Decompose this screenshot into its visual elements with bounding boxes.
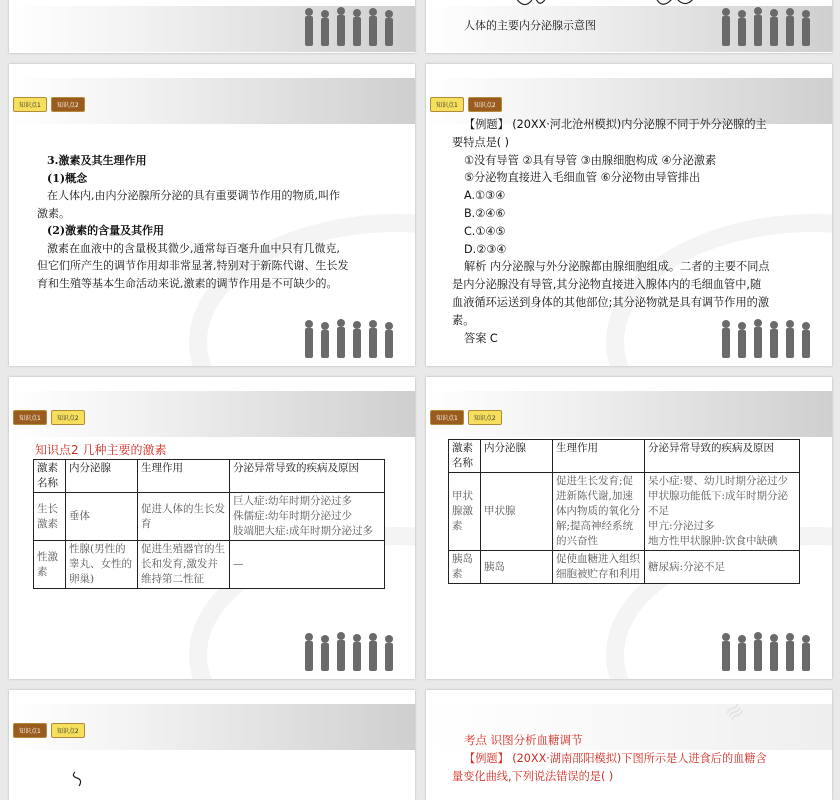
table-cell: 甲状腺 <box>481 473 553 551</box>
people-silhouette-decoration <box>299 4 409 52</box>
knowledge-tabs <box>430 410 502 425</box>
header-cell: 内分泌腺 <box>66 460 138 493</box>
hormone-table <box>448 439 800 584</box>
people-silhouette-decoration <box>299 316 409 364</box>
section-heading: 3.激素及其生理作用 <box>47 154 147 167</box>
header-cell: 分泌异常导致的疾病及原因 <box>230 460 385 493</box>
table-cell: 胰岛素 <box>449 551 481 584</box>
header-cell: 分泌异常导致的疾病及原因 <box>645 440 800 473</box>
people-silhouette-decoration <box>716 629 826 677</box>
header-cell: 内分泌腺 <box>481 440 553 473</box>
graph-fragment <box>69 768 99 788</box>
question-stem: 【例题】 (20XX·湖南邵阳模拟)下图所示是人进食后的血糖含 <box>464 752 767 765</box>
choice-a: A.①③④ <box>464 189 506 203</box>
slide-example-question <box>426 64 832 366</box>
figure-caption: 人体的主要内分泌腺示意图 <box>464 19 596 32</box>
statement-options: ⑤分泌物直接进入毛细血管 ⑥分泌物由导管排出 <box>464 171 701 185</box>
table-cell: 呆小症:婴、幼儿时期分泌过少 甲状腺功能低下:成年时期分泌不足 甲亢:分泌过多 地方性甲状腺肿:饮食中缺碘 <box>645 473 800 551</box>
question-stem: 【例题】 (20XX·河北沧州模拟)内分泌腺不同于外分泌腺的主 <box>464 118 767 131</box>
concept-text <box>37 152 349 292</box>
table-cell: 促进生殖器官的生长和发育,激发并维持第二性征 <box>138 541 230 589</box>
tab-knowledge-1[interactable]: 知识点1 <box>13 410 47 425</box>
tab-knowledge-2[interactable]: 知识点2 <box>51 97 85 112</box>
tab-knowledge-1[interactable]: 知识点1 <box>430 97 464 112</box>
slide-hormone-table-1 <box>9 377 415 679</box>
slide-blood-sugar-question <box>426 690 832 800</box>
header-cell: 激素名称 <box>34 460 66 493</box>
explanation: 素。 <box>452 313 475 327</box>
knowledge-tabs <box>13 97 85 112</box>
people-silhouette-decoration <box>716 316 826 364</box>
question-stem: 量变化曲线,下列说法错误的是( ) <box>452 769 614 783</box>
slide-bottom-left <box>9 690 415 800</box>
endocrine-diagram-figure <box>506 0 726 12</box>
table-cell: 促使血糖进入组织细胞被贮存和利用 <box>553 551 645 584</box>
paragraph-line: 但它们所产生的调节作用却非常显著,特别对于新陈代谢、生长发 <box>37 259 349 272</box>
choice-c: C.①④⑤ <box>464 224 506 238</box>
table-cell: 巨人症:幼年时期分泌过多 侏儒症:幼年时期分泌过少 肢端肥大症:成年时期分泌过多 <box>230 493 385 541</box>
choice-d: D.②③④ <box>464 242 507 256</box>
explanation: 是内分泌腺没有导管,其分泌物直接进入腺体内的毛细血管中,随 <box>452 278 762 292</box>
knowledge-tabs <box>13 410 85 425</box>
header-cell: 生理作用 <box>553 440 645 473</box>
tab-knowledge-2[interactable]: 知识点2 <box>468 410 502 425</box>
knowledge-tabs <box>430 97 502 112</box>
table-cell: — <box>230 541 385 589</box>
question-stem: 要特点是( ) <box>452 135 510 149</box>
table-row <box>34 493 385 541</box>
tab-knowledge-2[interactable]: 知识点2 <box>468 97 502 112</box>
table-row <box>449 551 800 584</box>
table-cell: 甲状腺激素 <box>449 473 481 551</box>
tab-knowledge-1[interactable]: 知识点1 <box>13 723 47 738</box>
table-cell: 促进人体的生长发育 <box>138 493 230 541</box>
statement-options: ①没有导管 ②具有导管 ③由腺细胞构成 ④分泌激素 <box>464 153 717 167</box>
slide-hormone-concept <box>9 64 415 366</box>
table-header-row <box>449 440 800 473</box>
paragraph-line: 在人体内,由内分泌腺所分泌的具有重要调节作用的物质,叫作 <box>47 189 340 202</box>
tab-knowledge-1[interactable]: 知识点1 <box>13 97 47 112</box>
explanation: 血液循环运送到身体的其他部位;其分泌物就是具有调节作用的激 <box>452 295 770 309</box>
people-silhouette-decoration <box>299 629 409 677</box>
paragraph-line: 育和生殖等基本生命活动来说,激素的调节作用是不可缺少的。 <box>37 276 338 290</box>
watermark: ≋ <box>720 696 750 729</box>
paragraph-line: 激素在血液中的含量极其微少,通常每百毫升血中只有几微克, <box>47 241 340 255</box>
table-row <box>34 541 385 589</box>
table-cell: 糖尿病:分泌不足 <box>645 551 800 584</box>
header-cell: 生理作用 <box>138 460 230 493</box>
section-title: 知识点2 几种主要的激素 <box>35 443 167 457</box>
subheading: (1)概念 <box>47 171 88 185</box>
table-cell: 性腺(男性的睾丸、女性的卵巢) <box>66 541 138 589</box>
header-cell: 激素名称 <box>449 440 481 473</box>
tab-knowledge-1[interactable]: 知识点1 <box>430 410 464 425</box>
section-title: 考点 识图分析血糖调节 <box>464 733 583 747</box>
question-text <box>452 750 767 785</box>
table-cell: 胰岛 <box>481 551 553 584</box>
table-cell: 垂体 <box>66 493 138 541</box>
table-cell: 性激素 <box>34 541 66 589</box>
table-row <box>449 473 800 551</box>
paragraph-line: 激素。 <box>37 206 70 220</box>
answer: 答案 C <box>464 331 498 345</box>
explanation: 解析 内分泌腺与外分泌腺都由腺细胞组成。二者的主要不同点 <box>464 260 770 274</box>
subheading: (2)激素的含量及其作用 <box>47 224 165 237</box>
people-silhouette-decoration <box>716 4 826 52</box>
tab-knowledge-2[interactable]: 知识点2 <box>51 410 85 425</box>
table-header-row <box>34 460 385 493</box>
choice-b: B.②④⑥ <box>464 206 506 220</box>
tab-knowledge-2[interactable]: 知识点2 <box>51 723 85 738</box>
hormone-table <box>33 459 385 589</box>
table-cell: 生长激素 <box>34 493 66 541</box>
slide-hormone-table-2 <box>426 377 832 679</box>
slide-top-right <box>426 0 832 53</box>
knowledge-tabs <box>13 723 85 738</box>
slide-top-left <box>9 0 415 53</box>
table-cell: 促进生长发育;促进新陈代谢,加速体内物质的氧化分解;提高神经系统的兴奋性 <box>553 473 645 551</box>
question-text <box>452 116 770 347</box>
